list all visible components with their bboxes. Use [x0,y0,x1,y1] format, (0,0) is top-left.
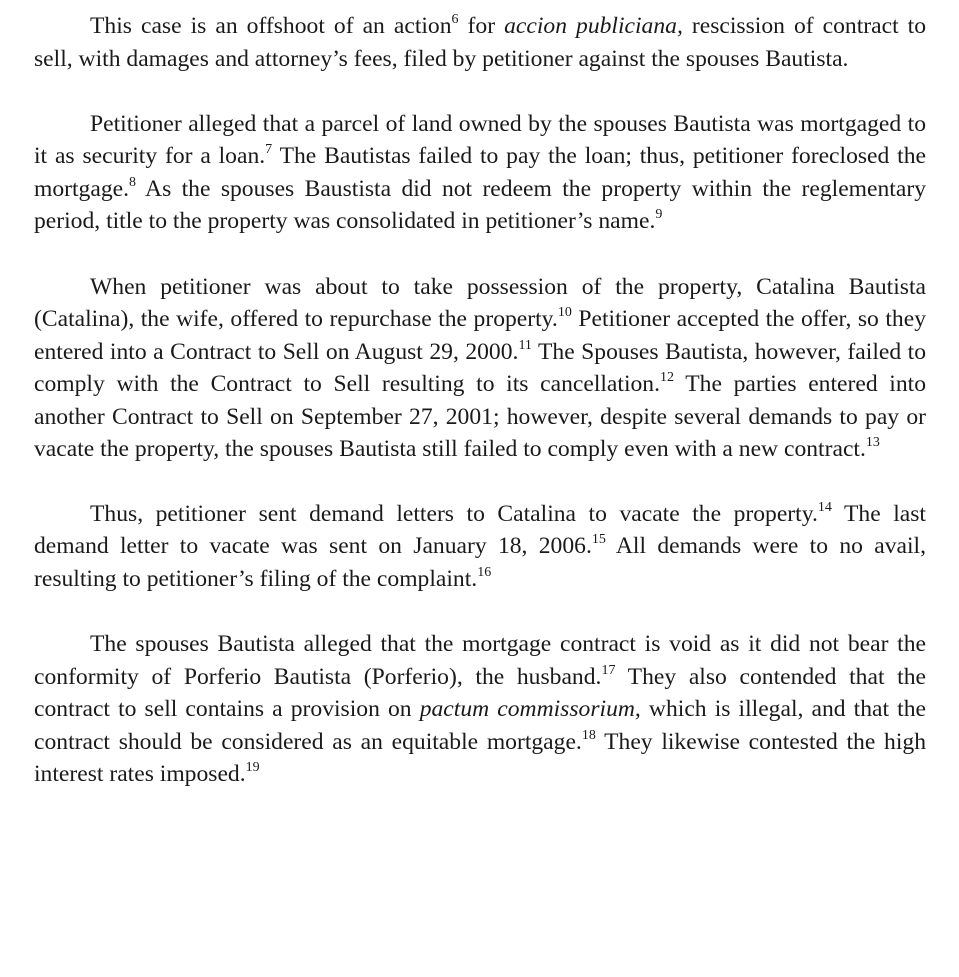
footnote-reference[interactable]: 18 [581,727,596,743]
footnote-reference[interactable]: 12 [660,370,675,385]
footnote-reference[interactable]: 17 [601,662,616,678]
paragraph-text: The parties entered into another Contract to Sell on September 27, 2001; however, despite several demands to pay or vacate the property, the spouses Bautista still failed to comply even with a new contract. [34,371,926,462]
paragraph-text: Thus, petitioner sent demand letters to Catalina to vacate the property. [90,500,818,527]
footnote-reference[interactable]: 7 [265,142,273,157]
paragraph-text: The Bautistas failed to pay the loan; thus, petitioner foreclosed the mortgage. [34,143,926,202]
footnote-reference[interactable]: 16 [477,564,492,580]
footnote-reference[interactable]: 13 [865,435,880,450]
paragraph-text: When petitioner was about to take possession of the property, Catalina Bautista (Catalina), the wife, offered to repurchase the property. [34,273,926,332]
paragraph-text: for [458,13,505,39]
footnote-reference[interactable]: 9 [655,207,663,222]
footnote-reference[interactable]: 6 [451,12,459,27]
paragraph-text: As the spouses Baustista did not redeem the property within the reglementary period, title to the property was consolidated in petitioner’s name. [34,175,926,234]
paragraph-text: This case is an offshoot of an action [90,13,452,39]
paragraph-text: Petitioner alleged that a parcel of land owned by the spouses Bautista was mortgaged to it as security for a loan. [34,110,926,169]
footnote-reference[interactable]: 15 [591,532,606,547]
footnote-reference[interactable]: 19 [245,760,260,775]
paragraph-text: They likewise contested the high interest rates imposed. [34,728,926,787]
paragraph-text: Petitioner accepted the offer, so they entered into a Contract to Sell on August 29, 2000. [34,306,926,365]
paragraph-demand-letters [34,498,926,596]
paragraph-contract-to-sell [34,271,926,466]
paragraph-text: The spouses Bautista alleged that the mortgage contract is void as it did not bear the conformity of Porferio Bautista (Porferio), the husband. [34,631,926,690]
footnote-reference[interactable]: 8 [129,174,136,190]
paragraph-text: They also contended that the contract to sell contains a provision on [34,663,926,722]
paragraph-text: All demands were to no avail, resulting to petitioner’s filing of the complaint. [34,533,926,592]
footnote-reference[interactable]: 10 [557,305,572,320]
document-page [34,10,926,823]
paragraph-spouses-defense [34,628,926,791]
paragraph-text: The Spouses Bautista, however, failed to comply with the Contract to Sell resulting to its cancellation. [34,338,926,397]
footnote-reference[interactable]: 14 [817,499,832,515]
paragraph-case-background [34,10,926,75]
paragraph-text: rescission of contract to sell, with damages and attorney’s fees, filed by petitioner against the spouses Bautista. [34,13,927,72]
paragraph-petitioner-allegations [34,108,926,238]
paragraph-text: which is illegal, and that the contract should be considered as an equitable mortgage. [34,696,927,755]
footnote-reference[interactable]: 11 [518,337,532,353]
paragraph-text: The last demand letter to vacate was sent on January 18, 2006. [34,500,926,559]
italic-latin-term: accion publiciana, [504,13,683,39]
italic-latin-term: pactum commissorium, [419,696,641,722]
